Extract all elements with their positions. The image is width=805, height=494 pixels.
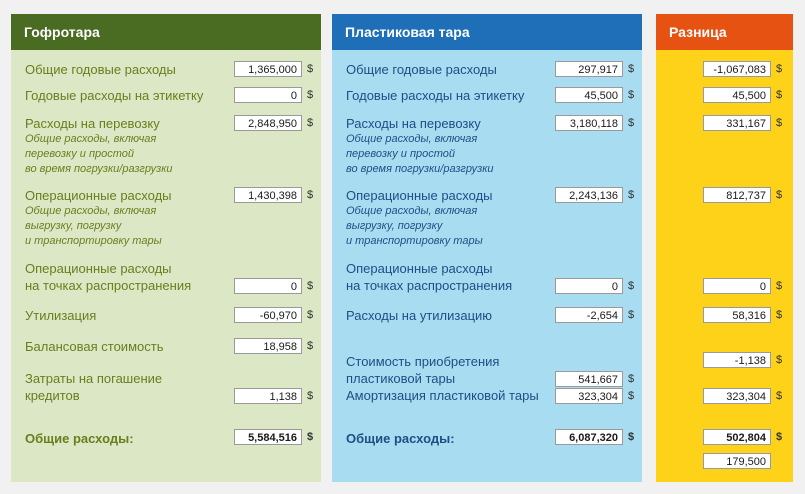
plastic-operational-currency: $ (628, 189, 635, 201)
corr-disposal-field[interactable]: -60,970 (234, 307, 302, 323)
corr-disposal-currency: $ (307, 309, 314, 321)
plastic-amortization-label: Амортизация пластиковой тары (346, 388, 539, 403)
plastic-distribution-field[interactable]: 0 (555, 278, 623, 294)
diff-total-currency: $ (776, 431, 783, 443)
corr-total-label: Общие расходы: (25, 431, 134, 446)
diff-loan-field[interactable]: -1,138 (703, 352, 771, 368)
plastic-total-currency: $ (628, 431, 635, 443)
corr-operational-note-3: и транспортировку тары (25, 235, 162, 247)
plastic-disposal-label: Расходы на утилизацию (346, 308, 493, 323)
diff-disposal-currency: $ (776, 309, 783, 321)
difference-body (656, 50, 793, 482)
plastic-acquisition-label-2: пластиковой тары (346, 371, 456, 386)
diff-per-label-field[interactable]: 45,500 (703, 87, 771, 103)
corr-annual-total-currency: $ (307, 63, 314, 75)
plastic-operational-note-2: выгрузку, погрузку (346, 220, 443, 232)
diff-loan-currency: $ (776, 354, 783, 366)
plastic-amortization-field[interactable]: 323,304 (555, 388, 623, 404)
corr-operational-note-1: Общие расходы, включая (25, 205, 157, 217)
corr-loan-label-2: кредитов (25, 388, 80, 403)
plastic-transport-note-3: во время погрузки/разгрузки (346, 163, 494, 175)
corr-loan-label-1: Затраты на погашение (25, 371, 163, 386)
plastic-annual-total-label: Общие годовые расходы (346, 62, 497, 77)
plastic-transport-note-1: Общие расходы, включая (346, 133, 478, 145)
plastic-transport-label: Расходы на перевозку (346, 116, 481, 131)
corr-total-field[interactable]: 5,584,516 (234, 429, 302, 445)
diff-extra-field[interactable]: 179,500 (703, 453, 771, 469)
corr-per-label-field[interactable]: 0 (234, 87, 302, 103)
corrugated-panel (11, 14, 321, 482)
diff-amortization-currency: $ (776, 390, 783, 402)
plastic-panel (332, 14, 642, 482)
plastic-transport-note-2: перевозку и простой (346, 148, 456, 160)
corr-disposal-label: Утилизация (25, 308, 97, 323)
plastic-operational-label: Операционные расходы (346, 188, 493, 203)
plastic-body (332, 50, 642, 482)
plastic-disposal-currency: $ (628, 309, 635, 321)
corr-transport-note-1: Общие расходы, включая (25, 133, 157, 145)
corr-operational-field[interactable]: 1,430,398 (234, 187, 302, 203)
difference-title: Разница (656, 14, 793, 50)
plastic-acquisition-label-1: Стоимость приобретения (346, 354, 500, 369)
plastic-disposal-field[interactable]: -2,654 (555, 307, 623, 323)
corr-distribution-currency: $ (307, 280, 314, 292)
difference-panel (656, 14, 793, 482)
corr-loan-currency: $ (307, 390, 314, 402)
diff-per-label-currency: $ (776, 89, 783, 101)
corr-operational-note-2: выгрузку, погрузку (25, 220, 122, 232)
corr-book-value-field[interactable]: 18,958 (234, 338, 302, 354)
diff-operational-field[interactable]: 812,737 (703, 187, 771, 203)
plastic-acquisition-currency: $ (628, 373, 635, 385)
plastic-per-label-field[interactable]: 45,500 (555, 87, 623, 103)
diff-operational-currency: $ (776, 189, 783, 201)
plastic-per-label-currency: $ (628, 89, 635, 101)
corr-distribution-label-1: Операционные расходы (25, 261, 172, 276)
corr-total-currency: $ (307, 431, 314, 443)
plastic-annual-total-field[interactable]: 297,917 (555, 61, 623, 77)
plastic-distribution-label-2: на точках распространения (346, 278, 513, 293)
corr-transport-currency: $ (307, 117, 314, 129)
corr-transport-note-3: во время погрузки/разгрузки (25, 163, 173, 175)
diff-annual-total-field[interactable]: -1,067,083 (703, 61, 771, 77)
diff-total-field[interactable]: 502,804 (703, 429, 771, 445)
corr-loan-field[interactable]: 1,138 (234, 388, 302, 404)
corr-book-value-label: Балансовая стоимость (25, 339, 164, 354)
diff-transport-field[interactable]: 331,167 (703, 115, 771, 131)
corr-per-label-currency: $ (307, 89, 314, 101)
plastic-per-label-label: Годовые расходы на этикетку (346, 88, 525, 103)
plastic-amortization-currency: $ (628, 390, 635, 402)
corrugated-body (11, 50, 321, 482)
plastic-operational-field[interactable]: 2,243,136 (555, 187, 623, 203)
plastic-operational-note-3: и транспортировку тары (346, 235, 483, 247)
corr-distribution-label-2: на точках распространения (25, 278, 192, 293)
corr-operational-label: Операционные расходы (25, 188, 172, 203)
diff-transport-currency: $ (776, 117, 783, 129)
corr-per-label-label: Годовые расходы на этикетку (25, 88, 204, 103)
plastic-total-field[interactable]: 6,087,320 (555, 429, 623, 445)
plastic-transport-field[interactable]: 3,180,118 (555, 115, 623, 131)
corrugated-title: Гофротара (11, 14, 321, 50)
corr-annual-total-field[interactable]: 1,365,000 (234, 61, 302, 77)
corr-operational-currency: $ (307, 189, 314, 201)
diff-distribution-field[interactable]: 0 (703, 278, 771, 294)
plastic-title: Пластиковая тара (332, 14, 642, 50)
diff-disposal-field[interactable]: 58,316 (703, 307, 771, 323)
diff-amortization-field[interactable]: 323,304 (703, 388, 771, 404)
plastic-acquisition-field[interactable]: 541,667 (555, 371, 623, 387)
corr-distribution-field[interactable]: 0 (234, 278, 302, 294)
plastic-operational-note-1: Общие расходы, включая (346, 205, 478, 217)
corr-transport-field[interactable]: 2,848,950 (234, 115, 302, 131)
corr-transport-label: Расходы на перевозку (25, 116, 160, 131)
plastic-transport-currency: $ (628, 117, 635, 129)
diff-annual-total-currency: $ (776, 63, 783, 75)
corr-transport-note-2: перевозку и простой (25, 148, 135, 160)
corr-annual-total-label: Общие годовые расходы (25, 62, 176, 77)
corr-book-value-currency: $ (307, 340, 314, 352)
plastic-distribution-currency: $ (628, 280, 635, 292)
plastic-distribution-label-1: Операционные расходы (346, 261, 493, 276)
diff-distribution-currency: $ (776, 280, 783, 292)
plastic-annual-total-currency: $ (628, 63, 635, 75)
plastic-total-label: Общие расходы: (346, 431, 455, 446)
